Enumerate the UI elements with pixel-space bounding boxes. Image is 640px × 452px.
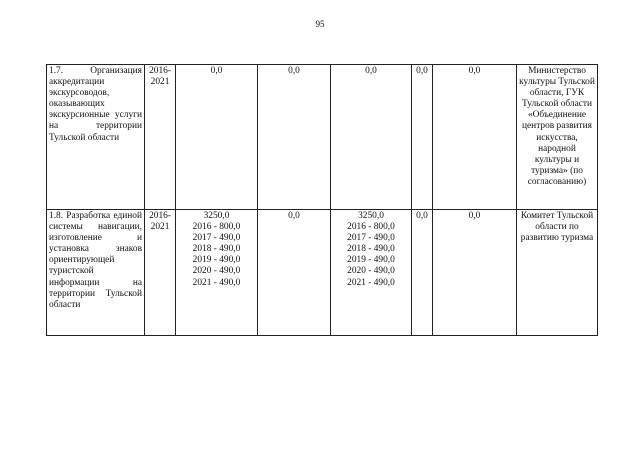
period-start: 2016- xyxy=(149,211,171,221)
funding-total: 3250,0 xyxy=(358,211,384,221)
funding-year-2016: 2016 - 800,0 xyxy=(347,222,395,233)
funding-year-2019: 2019 - 490,0 xyxy=(192,255,241,266)
funding-cell: 0,0 xyxy=(258,65,331,210)
funding-cell: 0,0 xyxy=(412,210,433,336)
funding-year-2021: 2021 - 490,0 xyxy=(192,277,241,288)
activity-name-cell: 1.7. Организация аккредитации экскурсоводов, оказывающих экскурсионные услуги на территории Тульской области xyxy=(47,65,145,210)
executor-cell: Министерство культуры Тульской области, ГУК Тульской области «Объединение центров развития искусства, народной культуры и туризма» (по согласованию) xyxy=(517,65,598,210)
funding-year-2018: 2018 - 490,0 xyxy=(347,244,395,255)
regional-funding-cell xyxy=(331,210,412,336)
funding-year-2016: 2016 - 800,0 xyxy=(192,222,241,233)
activity-name-cell: 1.8. Разработка единой системы навигации, изготовление и установка знаков ориентирующей туристской информации на территории Тульской области xyxy=(47,210,145,336)
regional-funding-cell xyxy=(331,65,412,210)
funding-cell: 0,0 xyxy=(433,210,517,336)
total-funding-cell xyxy=(176,65,258,210)
funding-year-2020: 2020 - 490,0 xyxy=(192,266,241,277)
funding-total: 3250,0 xyxy=(203,211,230,221)
funding-year-2017: 2017 - 490,0 xyxy=(192,233,241,244)
funding-cell: 0,0 xyxy=(258,210,331,336)
funding-year-2017: 2017 - 490,0 xyxy=(347,233,395,244)
funding-year-2018: 2018 - 490,0 xyxy=(192,244,241,255)
page-number: 95 xyxy=(315,19,325,29)
regional-funding-value: 0,0 xyxy=(365,66,377,76)
table-row xyxy=(47,65,598,210)
funding-cell: 0,0 xyxy=(433,65,517,210)
funding-cell: 0,0 xyxy=(412,65,433,210)
funding-year-2019: 2019 - 490,0 xyxy=(347,255,395,266)
table-row xyxy=(47,210,598,336)
period-end: 2021 xyxy=(150,222,170,233)
period-end: 2021 xyxy=(150,77,170,88)
funding-year-2021: 2021 - 490,0 xyxy=(347,277,395,288)
program-activities-table xyxy=(46,64,598,336)
executor-cell: Комитет Тульской области по развитию туризма xyxy=(517,210,598,336)
total-funding-value: 0,0 xyxy=(210,66,223,76)
period-cell xyxy=(145,210,176,336)
total-funding-cell xyxy=(176,210,258,336)
funding-year-2020: 2020 - 490,0 xyxy=(347,266,395,277)
period-start: 2016- xyxy=(149,66,171,76)
period-cell xyxy=(145,65,176,210)
